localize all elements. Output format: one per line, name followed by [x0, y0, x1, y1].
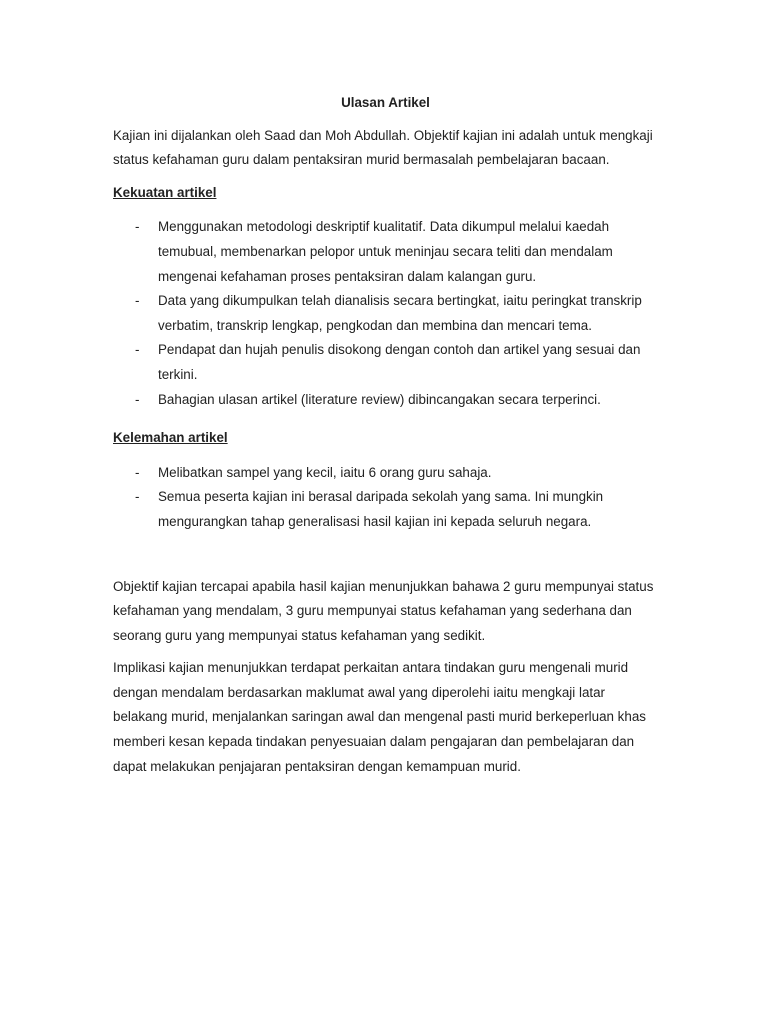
bullet-dash: - — [135, 391, 140, 407]
list-item-text: Pendapat dan hujah penulis disokong dengan contoh dan artikel yang sesuai dan terkini. — [158, 342, 641, 382]
list-item-text: Melibatkan sampel yang kecil, iaitu 6 orang guru sahaja. — [158, 464, 492, 480]
bullet-dash: - — [135, 489, 140, 505]
list-item — [113, 215, 658, 289]
list-item — [113, 289, 658, 338]
list-item — [113, 485, 658, 534]
conclusion-paragraph: Objektif kajian tercapai apabila hasil kajian menunjukkan bahawa 2 guru mempunyai status kefahaman yang mendalam, 3 guru mempunyai status kefahaman yang sederhana dan seorang guru yang mempunyai status kefahaman yang sedikit. — [113, 578, 654, 643]
list-item-text: Data yang dikumpulkan telah dianalisis secara bertingkat, iaitu peringkat transkrip verbatim, transkrip lengkap, pengkodan dan membina dan mencari tema. — [158, 293, 642, 333]
document-title: Ulasan Artikel — [341, 95, 430, 110]
weaknesses-list — [113, 461, 658, 535]
bullet-dash: - — [135, 464, 140, 480]
list-item — [113, 338, 658, 387]
list-item — [113, 388, 658, 413]
implication-paragraph: Implikasi kajian menunjukkan terdapat perkaitan antara tindakan guru mengenali murid dengan mendalam berdasarkan maklumat awal yang diperolehi iaitu mengkaji latar belakang murid, menjalankan saringan awal dan mengenal pasti murid berkeperluan khas memberi kesan kepada tindakan penyesuaian dalam pengajaran dan pembelajaran dan dapat melakukan penjajaran pentaksiran dengan kemampuan murid. — [113, 660, 646, 774]
weaknesses-heading: Kelemahan artikel — [113, 430, 228, 446]
document-content — [113, 91, 658, 787]
spacer — [113, 543, 658, 575]
intro-paragraph: Kajian ini dijalankan oleh Saad dan Moh Abdullah. Objektif kajian ini adalah untuk mengkaji status kefahaman guru dalam pentaksiran murid bermasalah pembelajaran bacaan. — [113, 127, 653, 168]
strengths-list — [113, 215, 658, 412]
bullet-dash: - — [135, 342, 140, 358]
list-item — [113, 461, 658, 486]
list-item-text: Bahagian ulasan artikel (literature review) dibincangakan secara terperinci. — [158, 391, 601, 407]
strengths-heading: Kekuatan artikel — [113, 184, 217, 200]
bullet-dash: - — [135, 219, 140, 235]
list-item-text: Semua peserta kajian ini berasal daripada sekolah yang sama. Ini mungkin mengurangkan tahap generalisasi hasil kajian ini kepada seluruh negara. — [158, 489, 604, 529]
bullet-dash: - — [135, 293, 140, 309]
list-item-text: Menggunakan metodologi deskriptif kualitatif. Data dikumpul melalui kaedah temubual, membenarkan pelopor untuk meninjau secara teliti dan mendalam mengenai kefahaman proses pentaksiran dalam kalangan guru. — [158, 219, 613, 284]
